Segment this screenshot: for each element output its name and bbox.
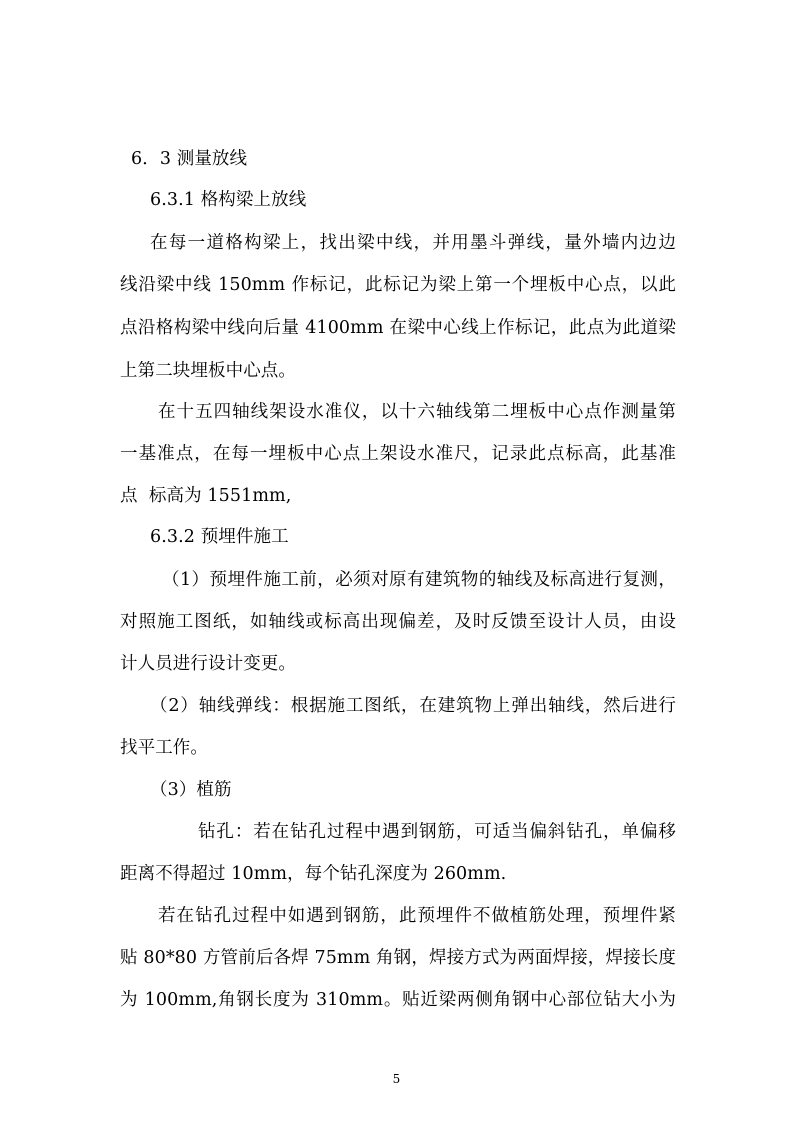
section-heading: 6．3 测量放线 <box>131 149 248 169</box>
paragraph-line: 点沿格构梁中线向后量 4100mm 在梁中心线上作标记，此点为此道梁 <box>120 318 676 338</box>
paragraph-line: 找平工作。 <box>120 738 208 758</box>
paragraph-line: （1）预埋件施工前，必须对原有建筑物的轴线及标高进行复测， <box>162 570 676 590</box>
paragraph-line: 钻孔：若在钻孔过程中遇到钢筋，可适当偏斜钻孔，单偏移 <box>198 822 676 842</box>
subsection-heading-6-3-1: 6.3.1 格构梁上放线 <box>150 190 307 210</box>
paragraph-line: 上第二块埋板中心点。 <box>120 361 296 381</box>
paragraph-line: 若在钻孔过程中如遇到钢筋，此预埋件不做植筋处理，预埋件紧 <box>158 906 676 926</box>
subsection-heading-6-3-2: 6.3.2 预埋件施工 <box>150 527 289 547</box>
page-number: 5 <box>392 1072 401 1086</box>
paragraph-line: 在十五四轴线架设水准仪，以十六轴线第二埋板中心点作测量第 <box>158 402 676 422</box>
paragraph-line: 一基准点，在每一埋板中心点上架设水准尺，记录此点标高，此基准 <box>120 444 676 464</box>
paragraph-line: 对照施工图纸，如轴线或标高出现偏差，及时反馈至设计人员，由设 <box>120 612 676 632</box>
item-heading-rebar: （3）植筋 <box>150 780 232 800</box>
paragraph-line: 在每一道格构梁上，找出梁中线，并用墨斗弹线，量外墙内边边 <box>150 233 676 253</box>
paragraph-line: 点 标高为 1551mm, <box>120 486 292 506</box>
paragraph-line: （2）轴线弹线：根据施工图纸，在建筑物上弹出轴线，然后进行 <box>150 696 676 716</box>
paragraph-line: 线沿梁中线 150mm 作标记，此标记为梁上第一个埋板中心点，以此 <box>120 275 676 295</box>
paragraph-line: 计人员进行设计变更。 <box>120 654 296 674</box>
paragraph-line: 距离不得超过 10mm，每个钻孔深度为 260mm. <box>120 864 507 884</box>
paragraph-line: 贴 80*80 方管前后各焊 75mm 角钢，焊接方式为两面焊接，焊接长度 <box>120 948 676 968</box>
paragraph-line: 为 100mm,角钢长度为 310mm。贴近梁两侧角钢中心部位钻大小为 <box>120 990 676 1010</box>
